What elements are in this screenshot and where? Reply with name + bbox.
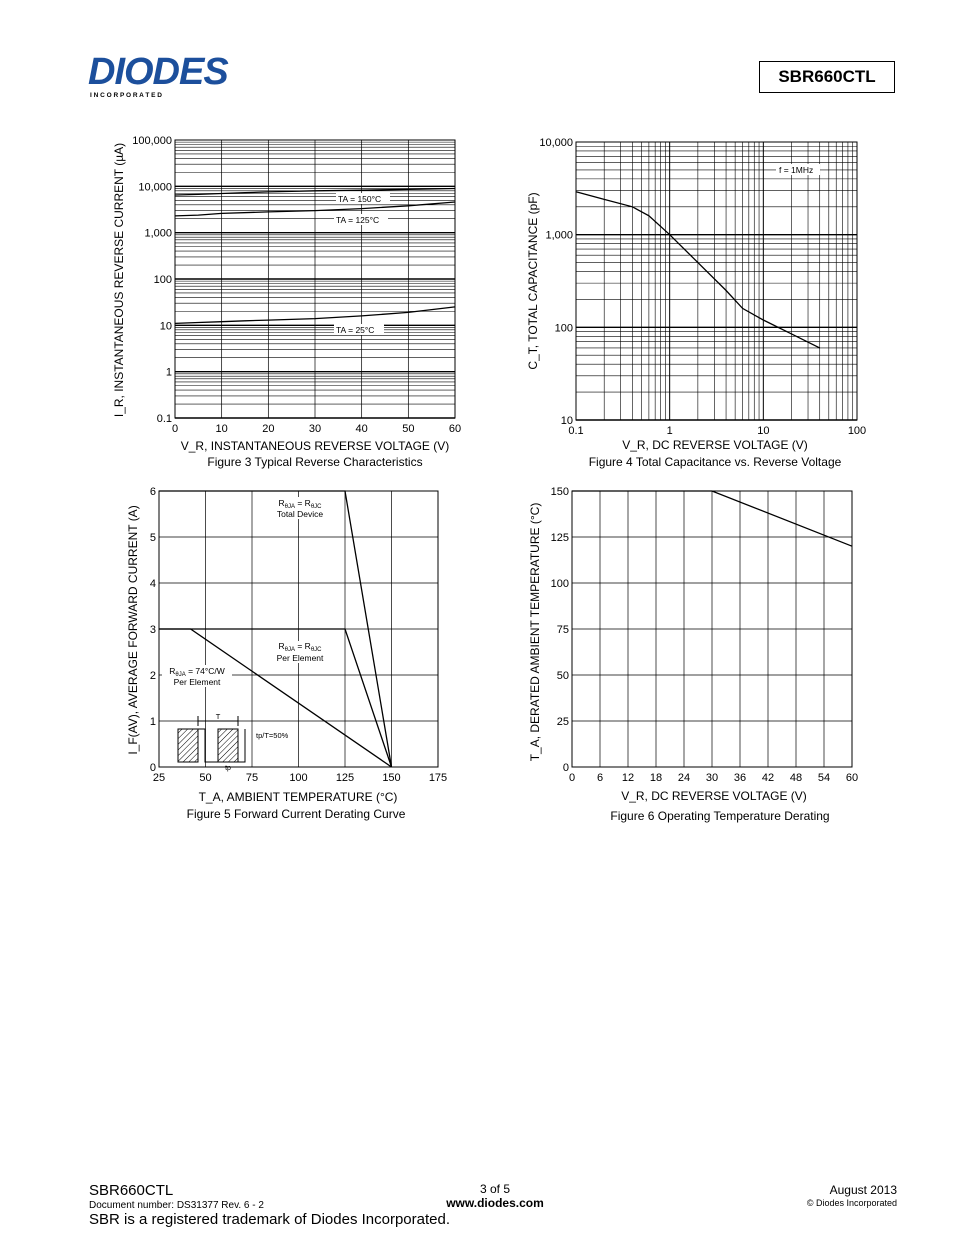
fig6-x-tick-labels <box>569 772 858 784</box>
fig5-x-tick-label: 125 <box>335 772 355 784</box>
footer-page-number: 3 of 5 <box>479 1182 511 1196</box>
fig5-label-per-line1: $R_{\theta JA} = R_{\theta JC}$ <box>278 641 322 653</box>
fig5-pulse-baseline <box>198 729 218 762</box>
fig3-y-tick-label: 1,000 <box>144 227 172 240</box>
fig6-x-tick-label: 12 <box>621 772 635 784</box>
fig5-x-tick-label: 175 <box>428 772 448 784</box>
logo-text: DIODES <box>88 52 228 93</box>
fig3-x-tick-label: 0 <box>171 423 179 435</box>
footer-part-number: SBR660CTL <box>89 1182 174 1199</box>
fig3-x-tick-label: 30 <box>308 423 322 435</box>
fig3-x-tick-label: 60 <box>448 423 462 435</box>
fig6-y-tick-label: 150 <box>550 486 569 498</box>
fig3-y-tick-label: 10,000 <box>138 181 172 194</box>
fig5-label-total-line1: $R_{\theta JA} = R_{\theta JC}$ <box>278 498 322 510</box>
fig6-y-axis-label: T_A, DERATED AMBIENT TEMPERATURE (°C) <box>528 502 542 762</box>
fig6-x-tick-label: 18 <box>649 772 663 784</box>
fig5-x-tick-label: 100 <box>289 772 308 784</box>
fig3-x-tick-label: 20 <box>262 423 275 435</box>
fig4-x-tick-labels <box>568 425 866 437</box>
fig6-x-tick-label: 36 <box>733 772 747 784</box>
figure-4-capacitance <box>526 137 866 469</box>
part-number: SBR660CTL <box>778 67 876 86</box>
footer-copyright: © Diodes Incorporated <box>806 1198 897 1208</box>
fig5-x-tick-label: 25 <box>152 772 166 784</box>
fig5-y-tick-label: 4 <box>149 578 156 590</box>
fig5-x-tick-label: 150 <box>382 772 401 784</box>
fig3-label-25: TA = 25°C <box>336 325 375 335</box>
fig4-y-tick-label: 1,000 <box>545 229 573 242</box>
fig4-y-tick-label: 10 <box>560 415 573 427</box>
fig6-x-tick-label: 6 <box>596 772 604 784</box>
fig5-x-tick-label: 50 <box>199 772 212 784</box>
fig6-x-tick-label: 30 <box>705 772 719 784</box>
fig4-caption: Figure 4 Total Capacitance vs. Reverse Voltage <box>588 455 842 469</box>
fig6-x-tick-label: 48 <box>789 772 803 784</box>
fig4-x-tick-label: 10 <box>757 425 770 437</box>
fig5-caption: Figure 5 Forward Current Derating Curve <box>186 807 406 821</box>
fig4-y-axis-label: C_T, TOTAL CAPACITANCE (pF) <box>526 192 540 370</box>
fig3-x-tick-labels <box>172 423 461 435</box>
fig4-y-tick-label: 10,000 <box>539 137 573 149</box>
fig3-caption: Figure 3 Typical Reverse Characteristics <box>207 455 423 469</box>
fig5-y-tick-label: 3 <box>149 624 156 636</box>
fig5-tp-label: tp <box>225 765 231 772</box>
fig3-y-tick-label: 100 <box>153 274 172 286</box>
fig6-caption: Figure 6 Operating Temperature Derating <box>610 809 830 823</box>
fig3-y-tick-label: 10 <box>159 320 172 333</box>
figure-5-forward-current-derating <box>126 486 447 821</box>
figure-6-temperature-derating <box>528 486 858 823</box>
fig5-y-axis-label: I_F(AV), AVERAGE FORWARD CURRENT (A) <box>126 505 140 755</box>
fig6-y-tick-label: 25 <box>556 716 569 728</box>
fig5-x-tick-label: 75 <box>245 772 259 784</box>
footer-document-number: Document number: DS31377 Rev. 6 - 2 <box>89 1200 264 1211</box>
fig6-x-tick-label: 60 <box>845 772 859 784</box>
fig3-x-tick-label: 40 <box>355 423 368 435</box>
fig6-x-axis-label: V_R, DC REVERSE VOLTAGE (V) <box>621 789 807 803</box>
fig6-y-tick-label: 0 <box>562 762 569 774</box>
logo-subtitle: I N C O R P O R A T E D <box>90 92 162 99</box>
fig3-label-150: TA = 150°C <box>338 194 382 204</box>
fig6-grid <box>572 491 852 767</box>
fig3-x-axis-label: V_R, INSTANTANEOUS REVERSE VOLTAGE (V) <box>180 439 450 453</box>
fig3-y-tick-label: 0.1 <box>156 413 172 425</box>
fig6-y-tick-label: 75 <box>556 624 569 636</box>
fig5-duty-label: tp/T=50% <box>256 731 289 740</box>
fig5-y-tick-labels <box>150 486 156 774</box>
fig3-x-tick-label: 10 <box>215 423 228 435</box>
fig5-pulse-2 <box>218 729 238 762</box>
fig6-y-tick-labels <box>551 486 569 774</box>
fig4-y-tick-labels <box>539 137 573 427</box>
fig3-label-125: TA = 125°C <box>336 215 380 225</box>
fig4-annotation-frequency: f = 1MHz <box>779 165 814 175</box>
fig3-y-tick-label: 100,000 <box>132 135 172 147</box>
fig4-x-tick-label: 100 <box>847 425 867 437</box>
fig5-label-74-line1: $R_{\theta JA} = 74^\circ C/W$ <box>169 666 225 678</box>
fig6-y-tick-label: 100 <box>550 578 569 590</box>
fig6-y-tick-label: 50 <box>556 670 569 682</box>
fig5-y-tick-label: 1 <box>149 716 156 728</box>
fig3-y-axis-label: I_R, INSTANTANEOUS REVERSE CURRENT (µA) <box>112 142 126 418</box>
fig5-pulse-1 <box>178 729 198 762</box>
fig5-x-tick-labels <box>153 772 447 784</box>
footer-trademark: SBR is a registered trademark of Diodes Incorporated. <box>89 1211 451 1228</box>
footer-date: August 2013 <box>829 1183 897 1197</box>
fig6-y-tick-label: 125 <box>550 532 569 544</box>
fig5-pulse-tail <box>238 729 245 762</box>
fig5-y-tick-label: 0 <box>149 762 156 774</box>
fig4-x-tick-label: 1 <box>666 425 673 437</box>
fig5-y-tick-label: 6 <box>149 486 156 498</box>
fig6-x-tick-label: 42 <box>761 772 775 784</box>
fig4-x-tick-label: 0.1 <box>568 425 584 437</box>
fig3-y-tick-labels <box>132 135 172 425</box>
fig6-x-tick-label: 24 <box>677 772 691 784</box>
figure-3-reverse-characteristics <box>112 135 461 469</box>
fig6-x-tick-label: 0 <box>568 772 576 784</box>
fig5-label-total-line2: Total Device <box>276 509 324 519</box>
fig5-x-axis-label: T_A, AMBIENT TEMPERATURE (°C) <box>198 790 398 804</box>
fig3-grid <box>175 140 455 418</box>
fig5-y-tick-label: 5 <box>149 532 156 544</box>
fig4-x-axis-label: V_R, DC REVERSE VOLTAGE (V) <box>622 438 808 452</box>
fig3-y-tick-label: 1 <box>165 366 172 379</box>
fig5-label-74-line2: Per Element <box>173 677 221 687</box>
footer-website: www.diodes.com <box>446 1196 544 1210</box>
fig5-y-tick-label: 2 <box>149 670 156 682</box>
fig5-label-per-line2: Per Element <box>276 653 324 663</box>
fig3-x-tick-label: 50 <box>402 423 415 435</box>
fig5-period-label: T <box>215 712 221 721</box>
fig4-y-tick-label: 100 <box>554 322 573 335</box>
fig6-x-tick-label: 54 <box>817 772 831 784</box>
